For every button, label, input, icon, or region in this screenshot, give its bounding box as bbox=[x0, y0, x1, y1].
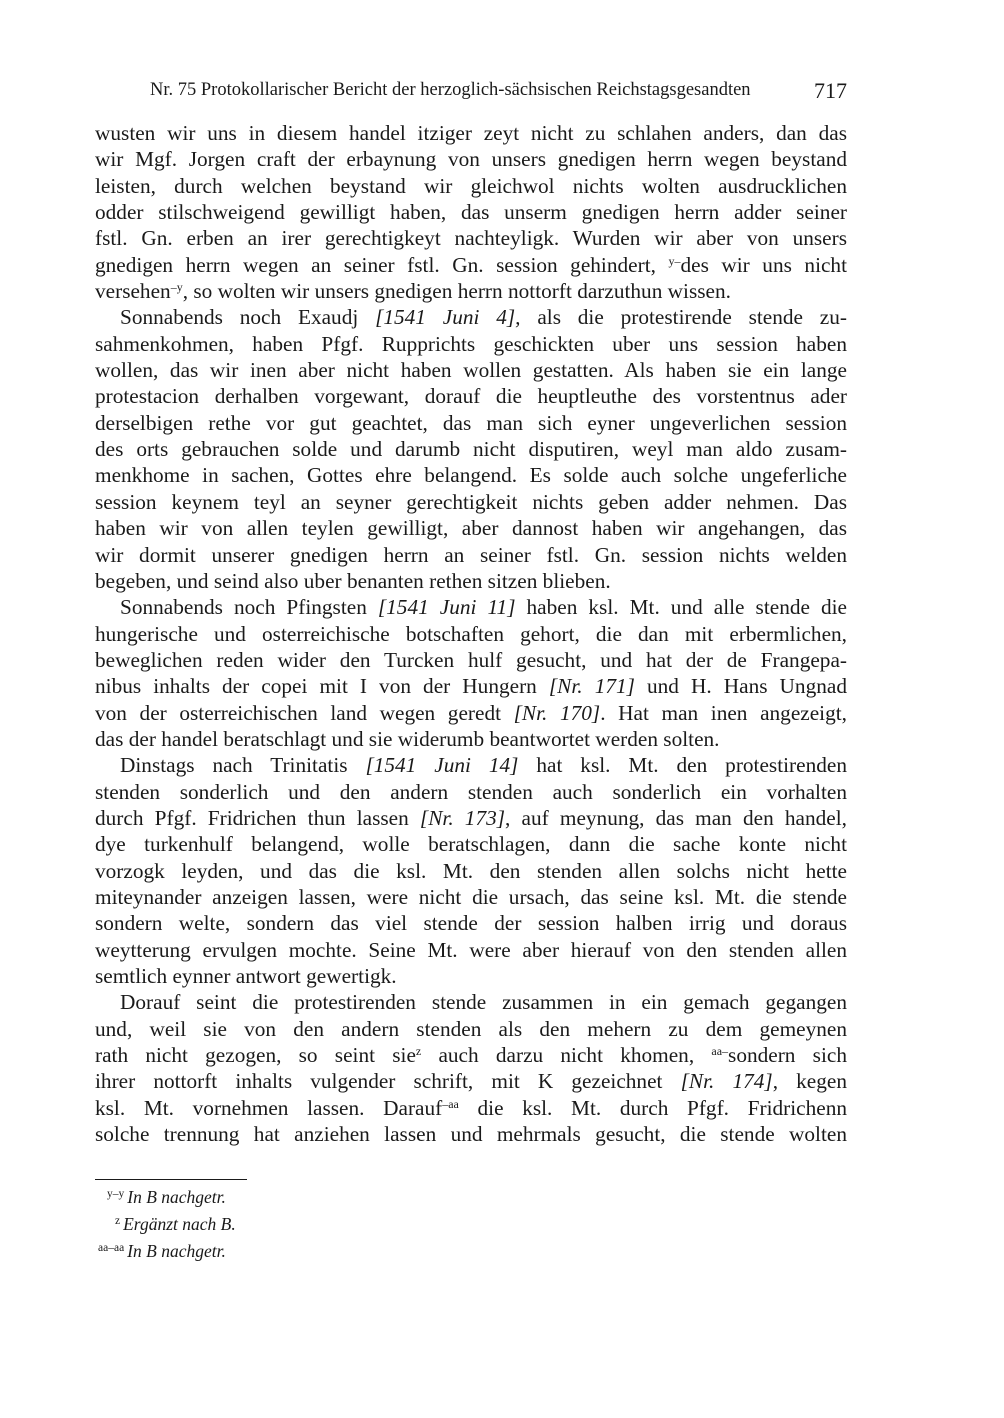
text-line bbox=[95, 357, 847, 383]
text-run: weytterung ervulgen mochte. Seine Mt. were aber hierauf von den stenden allen bbox=[95, 937, 847, 962]
paragraph bbox=[95, 304, 847, 594]
text-line bbox=[95, 805, 847, 831]
text-run: protestacion derhalben vorgewant, dorauf die heuptleuthe des vorstentnus ader bbox=[95, 384, 847, 409]
text-line bbox=[95, 173, 847, 199]
text-line bbox=[95, 199, 847, 225]
text-run: wusten wir uns in diesem handel itziger zeyt nicht zu schlahen anders, dan das bbox=[95, 121, 847, 145]
text-run: rath nicht gezogen, so seint sie bbox=[95, 1043, 416, 1068]
text-line bbox=[95, 1042, 847, 1068]
text-run: miteynander anzeigen lassen, were nicht die ursach, das seine ksl. Mt. die stende bbox=[95, 884, 847, 909]
text-run: ihrer nottorft inhalts vulgender schrift, mit K gezeichnet bbox=[95, 1069, 681, 1094]
text-run: des orts gebrauchen solde und darumb nicht disputiren, weyl man aldo zusam- bbox=[95, 437, 847, 462]
text-run: session keynem teyl an seyner gerechtigkeit nichts geben adder nehmen. Das bbox=[95, 489, 847, 514]
paragraph bbox=[95, 752, 847, 989]
paragraph bbox=[95, 989, 847, 1147]
text-run: sondern welte, sondern das viel stende der session halben irrig und doraus bbox=[95, 911, 847, 936]
text-line bbox=[95, 515, 847, 541]
text-run: , kegen bbox=[772, 1069, 847, 1094]
editorial-reference: [1541 Juni 14] bbox=[365, 753, 519, 778]
text-line bbox=[95, 963, 847, 989]
editorial-reference: [1541 Juni 11] bbox=[377, 595, 516, 620]
paragraph bbox=[95, 594, 847, 752]
text-run: Dinstags nach Trinitatis bbox=[120, 753, 366, 778]
text-run: durch Pfgf. Fridrichen thun lassen bbox=[95, 805, 420, 830]
text-run: menkhome in sachen, Gottes ehre belangend. Es solde auch solche ungeferliche bbox=[95, 463, 847, 488]
text-line bbox=[95, 594, 847, 620]
text-line bbox=[95, 383, 847, 409]
text-run: beweglichen reden wider den Turcken hulf gesucht, und hat der de Frangepa- bbox=[95, 647, 847, 672]
text-line bbox=[95, 489, 847, 515]
text-run: versehen bbox=[95, 279, 171, 304]
text-line bbox=[95, 1121, 847, 1147]
text-run: odder stilschweigend gewilligt haben, das unserm gnedigen herrn adder seiner bbox=[95, 200, 847, 225]
text-run: Dorauf seint die protestirenden stende zusammen in ein gemach gegangen bbox=[120, 990, 847, 1015]
note-marker: aa– bbox=[711, 1044, 729, 1059]
text-line bbox=[95, 146, 847, 172]
text-line bbox=[95, 673, 847, 699]
text-run: gnedigen herrn wegen an seiner fstl. Gn. session gehindert, bbox=[95, 252, 669, 277]
editorial-reference: [Nr. 170] bbox=[513, 700, 601, 725]
text-line bbox=[95, 462, 847, 488]
text-line bbox=[95, 568, 847, 594]
editorial-reference: [Nr. 174] bbox=[680, 1069, 773, 1094]
running-header bbox=[95, 78, 847, 106]
page-number: 717 bbox=[814, 78, 847, 103]
running-title: Nr. 75 Protokollarischer Bericht der herzoglich-sächsischen Reichstagsgesandten bbox=[150, 80, 751, 100]
text-line bbox=[95, 225, 847, 251]
text-run: vorzogk leyden, und das die ksl. Mt. den stenden allen solchs nicht hette bbox=[95, 858, 847, 883]
text-line bbox=[95, 436, 847, 462]
text-line bbox=[95, 252, 847, 278]
text-line bbox=[95, 779, 847, 805]
text-run: sahmenkohmen, haben Pfgf. Rupprichts geschickten uber uns session haben bbox=[95, 331, 847, 356]
text-run: hat ksl. Mt. den protestirenden bbox=[518, 753, 847, 778]
footnote-text: In B nachgetr. bbox=[127, 1187, 226, 1207]
text-line bbox=[95, 937, 847, 963]
text-line bbox=[95, 858, 847, 884]
text-line bbox=[95, 831, 847, 857]
text-run: die ksl. Mt. durch Pfgf. Fridrichenn bbox=[458, 1095, 847, 1120]
text-run: wir dormit unserer gnedigen herrn an seiner fstl. Gn. session nichts welden bbox=[95, 542, 847, 567]
text-line bbox=[95, 726, 847, 752]
text-run: begeben, und seind also uber benanten rethen sitzen blieben. bbox=[95, 568, 611, 593]
text-run: Sonnabends noch Pfingsten bbox=[120, 595, 378, 620]
text-run: sondern sich bbox=[728, 1043, 847, 1068]
text-line bbox=[95, 1068, 847, 1094]
footnote-rule bbox=[95, 1179, 247, 1180]
note-marker: –aa bbox=[442, 1096, 459, 1111]
editorial-reference: [Nr. 171] bbox=[548, 674, 635, 699]
text-run: wir Mgf. Jorgen craft der erbaynung von unsers gnedigen herrn wegen beystand bbox=[95, 147, 847, 172]
text-run: derselbigen rethe vor gut geachtet, das man sich eyner ungeverlichen session bbox=[95, 410, 847, 435]
text-line bbox=[95, 647, 847, 673]
text-run: solche trennung hat anziehen lassen und mehrmals gesucht, die stende wolten bbox=[95, 1122, 847, 1147]
text-run: , so wolten wir unsers gnedigen herrn nottorft darzuthun wissen. bbox=[182, 279, 731, 304]
paragraph bbox=[95, 120, 847, 304]
text-run: auch darzu nicht khomen, bbox=[421, 1043, 712, 1068]
footnote-mark: aa–aa bbox=[98, 1242, 125, 1254]
text-line bbox=[95, 700, 847, 726]
text-run: leisten, durch welchen beystand wir gleichwol nichts wolten ausdrucklichen bbox=[95, 173, 847, 198]
note-marker: –y bbox=[170, 280, 183, 295]
text-run: hungerische und osterreichische botschaften gehort, die dan mit erbermlichen, bbox=[95, 621, 847, 646]
text-run: als die protestirende stende zu- bbox=[520, 305, 848, 330]
footnote bbox=[95, 1236, 236, 1263]
text-run: haben ksl. Mt. und alle stende die bbox=[515, 595, 847, 620]
text-run: dye turkenhulf belangend, wolle beratschlagen, dann die sache konte nicht bbox=[95, 832, 847, 857]
text-run: das der handel beratschlagt und sie widerumb beantwortet werden solten. bbox=[95, 726, 720, 751]
text-run: , auf meynung, das man den handel, bbox=[505, 805, 847, 830]
text-line bbox=[95, 1016, 847, 1042]
note-marker: z bbox=[415, 1044, 422, 1059]
body-text bbox=[95, 120, 847, 1147]
text-line bbox=[95, 989, 847, 1015]
footnote bbox=[95, 1209, 236, 1236]
text-line bbox=[95, 542, 847, 568]
text-run: Sonnabends noch Exaudj bbox=[120, 305, 376, 330]
text-run: und H. Hans Ungnad bbox=[634, 674, 847, 699]
text-run: wollen, das wir inen aber nicht haben wollen gestatten. Als haben sie ein lange bbox=[95, 358, 847, 383]
text-run: ksl. Mt. vornehmen lassen. Darauf bbox=[95, 1095, 443, 1120]
text-run: und, weil sie von den andern stenden als den mehern zu dem gemeynen bbox=[95, 1016, 847, 1041]
editorial-reference: [Nr. 173] bbox=[419, 805, 506, 830]
text-run: semtlich eynner antwort gewertigk. bbox=[95, 964, 397, 988]
editorial-reference: [1541 Juni 4], bbox=[375, 305, 521, 330]
footnote-mark: y–y bbox=[107, 1188, 125, 1200]
text-line bbox=[95, 278, 847, 304]
footnotes bbox=[95, 1182, 236, 1263]
note-marker: y– bbox=[668, 253, 681, 268]
text-line bbox=[95, 331, 847, 357]
text-line bbox=[95, 120, 847, 146]
text-line bbox=[95, 752, 847, 778]
text-line bbox=[95, 884, 847, 910]
footnote-text: In B nachgetr. bbox=[127, 1241, 226, 1261]
footnote bbox=[95, 1182, 236, 1209]
text-line bbox=[95, 304, 847, 330]
text-run: . Hat man inen angezeigt, bbox=[600, 700, 847, 725]
footnote-text: Ergänzt nach B. bbox=[123, 1214, 236, 1234]
text-line bbox=[95, 1095, 847, 1121]
text-run: des wir uns nicht bbox=[680, 252, 848, 277]
text-run: fstl. Gn. erben an irer gerechtigkeyt nachteyligk. Wurden wir aber von unsers bbox=[95, 226, 847, 251]
footnote-mark: z bbox=[115, 1215, 121, 1227]
text-line bbox=[95, 410, 847, 436]
text-run: von der osterreichischen land wegen geredt bbox=[95, 700, 514, 725]
text-run: nibus inhalts der copei mit I von der Hungern bbox=[95, 674, 549, 699]
text-run: stenden sonderlich und den andern stenden auch sonderlich ein vorhalten bbox=[95, 779, 847, 804]
text-line bbox=[95, 621, 847, 647]
text-line bbox=[95, 910, 847, 936]
text-run: haben wir von allen teylen gewilligt, aber dannost haben wir angehangen, das bbox=[95, 516, 847, 541]
